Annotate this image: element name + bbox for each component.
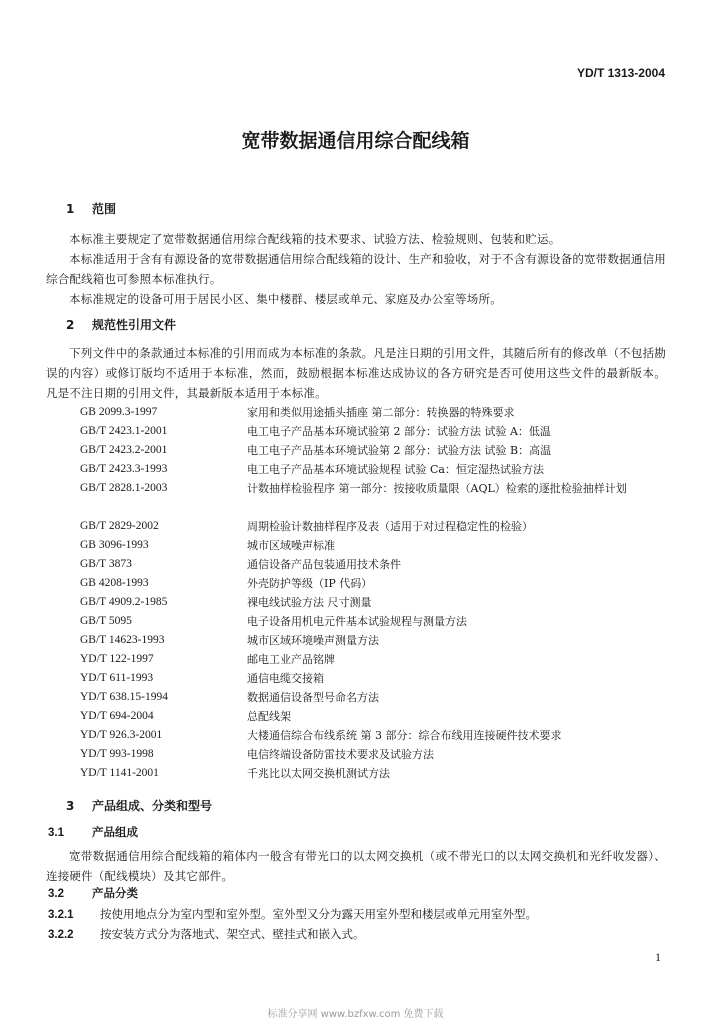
reference-code: YD/T 694-2004 bbox=[80, 710, 154, 722]
reference-code: GB 4208-1993 bbox=[80, 577, 149, 589]
paragraph: 本标准规定的设备可用于居民小区、集中楼群、楼层或单元、家庭及办公室等场所。 bbox=[69, 292, 502, 306]
clause-3-2-2 bbox=[48, 926, 365, 942]
reference-title: 电信终端设备防雷技术要求及试验方法 bbox=[247, 748, 434, 761]
paragraph: 宽带数据通信用综合配线箱的箱体内一般含有带光口的以太网交换机（或不带光口的以太网交换机和光纤收发器）、连接硬件（配线模块）及其它部件。 bbox=[46, 849, 666, 883]
reference-title: 电工电子产品基本环境试验第 2 部分：试验方法 试验 A：低温 bbox=[247, 425, 551, 438]
reference-code: GB/T 4909.2-1985 bbox=[80, 596, 168, 608]
clause-text: 按使用地点分为室内型和室外型。室外型又分为露天用室外型和楼层或单元用室外型。 bbox=[100, 907, 537, 921]
paragraph: 下列文件中的条款通过本标准的引用而成为本标准的条款。凡是注日期的引用文件，其随后所有的修改单（不包括勘误的内容）或修订版均不适用于本标准，然而，鼓励根据本标准达成协议的各方研究是否可使用这些文件的最新版本。凡是不注日期的引用文件，其最新版本适用于本标准。 bbox=[46, 346, 666, 400]
section-2-intro bbox=[46, 343, 666, 403]
subsection-3-1-body bbox=[46, 846, 666, 886]
reference-title: 城市区域环境噪声测量方法 bbox=[247, 634, 379, 647]
reference-title: 数据通信设备型号命名方法 bbox=[247, 691, 379, 704]
watermark: 标准分享网 www.bzfxw.com 免费下载 bbox=[267, 1009, 444, 1020]
paragraph: 本标准主要规定了宽带数据通信用综合配线箱的技术要求、试验方法、检验规则、包装和贮运。 bbox=[69, 232, 561, 246]
reference-code: GB/T 2423.3-1993 bbox=[80, 463, 168, 475]
section-number: 2 bbox=[66, 318, 75, 332]
reference-title: 总配线架 bbox=[247, 710, 291, 723]
reference-code: GB/T 3873 bbox=[80, 558, 132, 570]
reference-code: YD/T 611-1993 bbox=[80, 672, 154, 684]
reference-title: 计数抽样检验程序 第一部分：按接收质量限（AQL）检索的逐批检验抽样计划 bbox=[247, 482, 627, 495]
reference-title: 千兆比以太网交换机测试方法 bbox=[247, 767, 390, 780]
reference-title: 外壳防护等级（IP 代码） bbox=[247, 577, 373, 590]
section-number: 3 bbox=[66, 799, 75, 813]
reference-code: GB 3096-1993 bbox=[80, 539, 149, 551]
section-1-body bbox=[46, 229, 666, 309]
reference-title: 通信设备产品包装通用技术条件 bbox=[247, 558, 401, 571]
subsection-number: 3.2 bbox=[48, 888, 64, 900]
reference-title: 电工电子产品基本环境试验规程 试验 Ca：恒定湿热试验方法 bbox=[247, 463, 544, 476]
standard-code: YD/T 1313-2004 bbox=[576, 66, 665, 80]
paragraph: 本标准适用于含有有源设备的宽带数据通信用综合配线箱的设计、生产和验收，对于不含有源设备的宽带数据通信用综合配线箱也可参照本标准执行。 bbox=[46, 252, 666, 286]
reference-code: GB/T 2828.1-2003 bbox=[80, 482, 168, 494]
reference-title: 大楼通信综合布线系统 第 3 部分：综合布线用连接硬件技术要求 bbox=[247, 729, 562, 742]
clause-number: 3.2.1 bbox=[48, 909, 74, 921]
reference-code: GB/T 2423.2-2001 bbox=[80, 444, 168, 456]
reference-title: 电工电子产品基本环境试验第 2 部分：试验方法 试验 B：高温 bbox=[247, 444, 552, 457]
clause-3-2-1 bbox=[48, 906, 537, 922]
clause-text: 按安装方式分为落地式、架空式、壁挂式和嵌入式。 bbox=[100, 927, 365, 941]
subsection-title: 产品组成 bbox=[92, 825, 138, 839]
reference-title: 家用和类似用途插头插座 第二部分：转换器的特殊要求 bbox=[247, 406, 515, 419]
page-number: 1 bbox=[655, 950, 661, 964]
section-2-heading bbox=[66, 316, 176, 333]
section-title: 产品组成、分类和型号 bbox=[92, 799, 213, 813]
reference-title: 电子设备用机电元件基本试验规程与测量方法 bbox=[247, 615, 467, 628]
section-3-heading bbox=[66, 797, 212, 814]
reference-title: 邮电工业产品铭牌 bbox=[247, 653, 335, 666]
reference-title: 城市区域噪声标准 bbox=[247, 539, 335, 552]
reference-title: 周期检验计数抽样程序及表（适用于对过程稳定性的检验） bbox=[247, 520, 533, 533]
reference-code: YD/T 122-1997 bbox=[80, 653, 154, 665]
reference-title: 裸电线试验方法 尺寸测量 bbox=[247, 596, 372, 609]
section-title: 规范性引用文件 bbox=[92, 318, 177, 332]
reference-code: GB/T 5095 bbox=[80, 615, 132, 627]
reference-code: GB 2099.3-1997 bbox=[80, 406, 158, 418]
section-1-heading bbox=[66, 200, 116, 217]
reference-code: GB/T 14623-1993 bbox=[80, 634, 165, 646]
reference-code: YD/T 993-1998 bbox=[80, 748, 154, 760]
subsection-title: 产品分类 bbox=[92, 886, 138, 900]
subsection-3-2-heading bbox=[48, 885, 138, 901]
document-title: 宽带数据通信用综合配线箱 bbox=[241, 130, 470, 152]
reference-code: GB/T 2829-2002 bbox=[80, 520, 159, 532]
reference-code: YD/T 1141-2001 bbox=[80, 767, 159, 779]
subsection-3-1-heading bbox=[48, 824, 138, 840]
clause-number: 3.2.2 bbox=[48, 929, 74, 941]
section-number: 1 bbox=[66, 202, 75, 216]
reference-code: GB/T 2423.1-2001 bbox=[80, 425, 168, 437]
reference-code: YD/T 638.15-1994 bbox=[80, 691, 168, 703]
subsection-number: 3.1 bbox=[48, 827, 64, 839]
reference-title: 通信电缆交接箱 bbox=[247, 672, 324, 685]
section-title: 范围 bbox=[92, 202, 117, 216]
reference-code: YD/T 926.3-2001 bbox=[80, 729, 163, 741]
